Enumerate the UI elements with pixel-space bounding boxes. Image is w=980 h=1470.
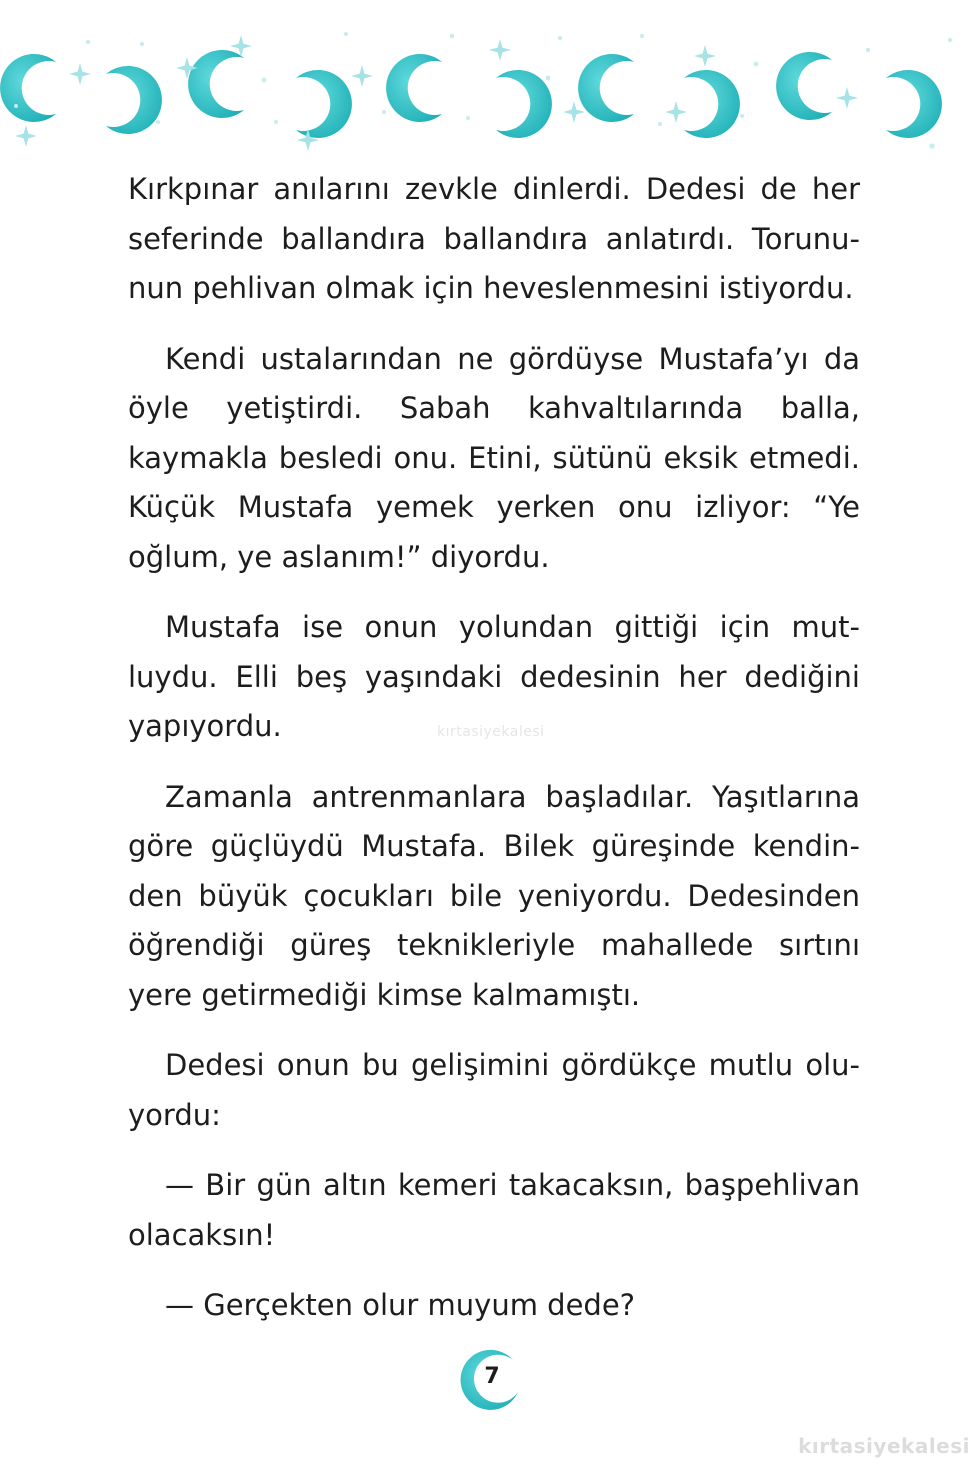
paragraph: Kendi ustalarından ne gördüyse Mustafa’yı da öyle yetiştirdi. Sabah kahvaltılarında balla, kaymakla besledi onu. Etini, sütünü eksik etmedi. Küçük Mustafa yemek yerken onu izliyor: “Ye oğlum, ye aslanım!” diyordu. [128, 341, 860, 574]
star-icon [836, 87, 858, 109]
crescent-moon-icon [188, 50, 244, 118]
crescent-moon-icon [296, 70, 352, 138]
watermark: kırtasiyekalesi [437, 724, 545, 740]
paragraph: Dedesi onun bu gelişimini gördükçe mutlu oluyordu: [128, 1048, 860, 1132]
dialogue-line: — Bir gün altın kemeri takacaksın, başpehlivan olacaksın! [128, 1168, 860, 1252]
crescent-moon-icon [386, 54, 442, 122]
page-number-badge [458, 1348, 524, 1414]
crescent-moon-icon [886, 70, 942, 138]
dialogue-line: — Gerçekten olur muyum dede? [165, 1288, 636, 1322]
crescent-moon-icon [106, 66, 162, 134]
page-number: 7 [484, 1364, 500, 1389]
story-text [128, 165, 860, 1352]
crescent-moon-icon [684, 70, 740, 138]
star-icon [563, 101, 585, 123]
crescent-moon-icon [776, 52, 832, 120]
crescent-star-border [0, 0, 980, 170]
star-icon [489, 39, 511, 61]
star-icon [351, 65, 373, 87]
watermark: kırtasiyekalesi [798, 1434, 970, 1458]
paragraph: Zamanla antrenmanlara başladılar. Yaşıtlarına göre güçlüydü Mustafa. Bilek güreşinde kendinden büyük çocukları bile yeniyordu. Dedesinden öğrendiği güreş teknikleriyle mahallede sırtını yere getirmediği kimse kalmamıştı. [128, 779, 860, 1012]
crescent-moon-icon [0, 54, 56, 122]
crescent-moon-icon [578, 54, 634, 122]
star-icon [69, 63, 91, 85]
crescent-moon-icon [496, 70, 552, 138]
star-icon [694, 45, 716, 67]
paragraph: Kırkpınar anılarını zevkle dinlerdi. Dedesi de her seferinde ballandıra ballandıra anlatırdı. Torununun pehlivan olmak için heveslenmesini istiyordu. [128, 172, 860, 305]
star-icon [665, 101, 687, 123]
star-icon [15, 125, 37, 147]
paragraph: Mustafa ise onun yolundan gittiği için mutluydu. Elli beş yaşındaki dedesinin her dediğini yapıyordu. [128, 610, 860, 743]
